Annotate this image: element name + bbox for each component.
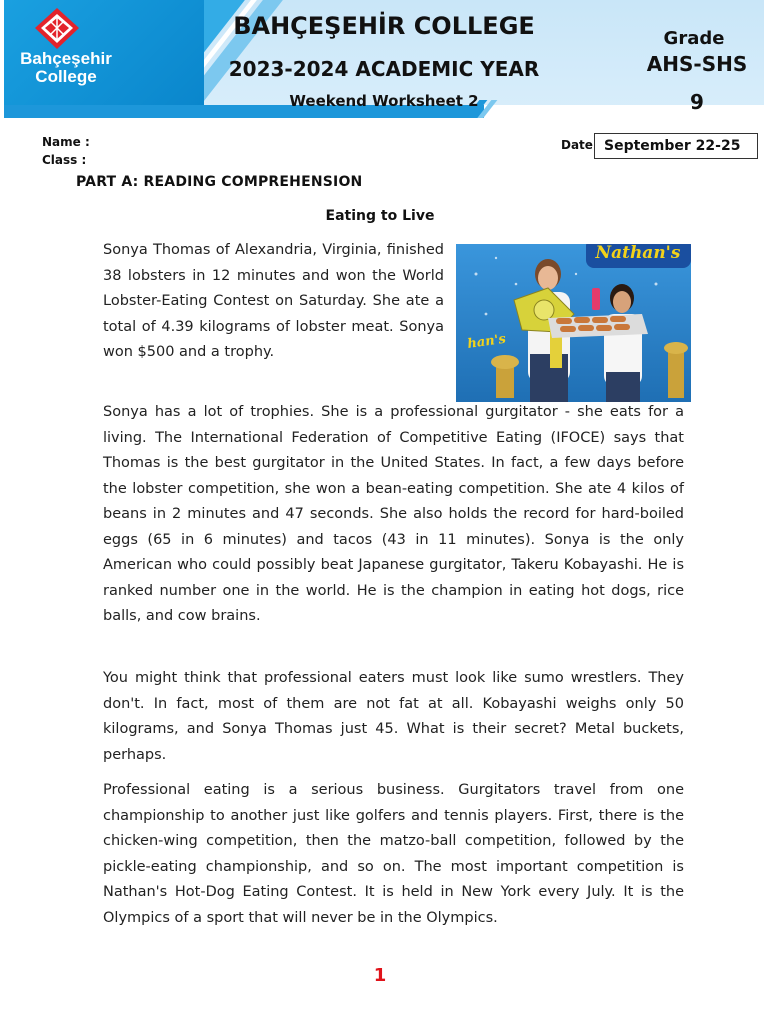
story-title: Eating to Live <box>325 208 435 224</box>
paragraph-4: Professional eating is a serious business. Gurgitators travel from one championship to another just like golfers and tennis players. First, there is the chicken-wing competition, then the matzo-ball competition, followed by the pickle-eating championship, and so on. The most important competition is Nathan's Hot-Dog Eating Contest. It is held in New York every July. It is the Olympics of a sport that will never be in the Olympics. <box>103 782 684 926</box>
photo-banner-text: Nathan's <box>595 244 681 263</box>
college-logo <box>4 0 204 105</box>
photo-illustration <box>456 244 691 402</box>
page-number: 1 <box>373 965 387 986</box>
contest-winners-photo <box>456 244 691 402</box>
worksheet-header <box>4 0 764 118</box>
name-label: Name : <box>42 135 90 149</box>
part-heading: PART A: READING COMPREHENSION <box>76 174 363 190</box>
academic-year-title: 2023-2024 ACADEMIC YEAR <box>228 57 540 81</box>
college-title: BAHÇEŞEHİR COLLEGE <box>233 12 535 40</box>
date-field[interactable]: September 22-25 <box>594 133 758 159</box>
name-field[interactable] <box>100 135 400 149</box>
grade-program: AHS-SHS <box>646 52 748 76</box>
paragraph-1: Sonya Thomas of Alexandria, Virginia, finished 38 lobsters in 12 minutes and won the World Lobster-Eating Contest on Saturday. She ate a total of 4.39 kilograms of lobster meat. Sonya won $500 and a trophy. <box>103 242 444 360</box>
college-logo-icon <box>34 8 80 50</box>
logo-text-line2: College <box>35 67 97 86</box>
logo-wordmark <box>12 50 120 86</box>
logo-text-line1: Bahçeşehir <box>20 49 112 68</box>
worksheet-title: Weekend Worksheet 2 <box>289 92 479 110</box>
grade-label: Grade <box>663 28 725 49</box>
paragraph-3: You might think that professional eaters must look like sumo wrestlers. They don't. In fact, most of them are not fat at all. Kobayashi weighs only 50 kilograms, and Sonya Thomas just 45. What is their secret? Metal buckets, perhaps. <box>103 670 684 763</box>
class-label: Class : <box>42 153 87 167</box>
photo-side-text: han's <box>466 331 507 352</box>
class-field[interactable] <box>100 153 400 167</box>
grade-number: 9 <box>690 90 704 114</box>
date-label: Date <box>561 138 593 152</box>
paragraph-2: Sonya has a lot of trophies. She is a professional gurgitator - she eats for a living. The International Federation of Competitive Eating (IFOCE) says that Thomas is the best gurgitator in the United States. In fact, a few days before the lobster competition, she won a bean-eating competition. She ate 4 kilos of beans in 2 minutes and 47 seconds. She also holds the record for hard-boiled eggs (65 in 6 minutes) and tacos (43 in 11 minutes). Sonya is the only American who could possibly beat Japanese gurgitator, Takeru Kobayashi. He is ranked number one in the world. He is the champion in eating hot dogs, rice balls, and cow brains. <box>103 404 684 624</box>
